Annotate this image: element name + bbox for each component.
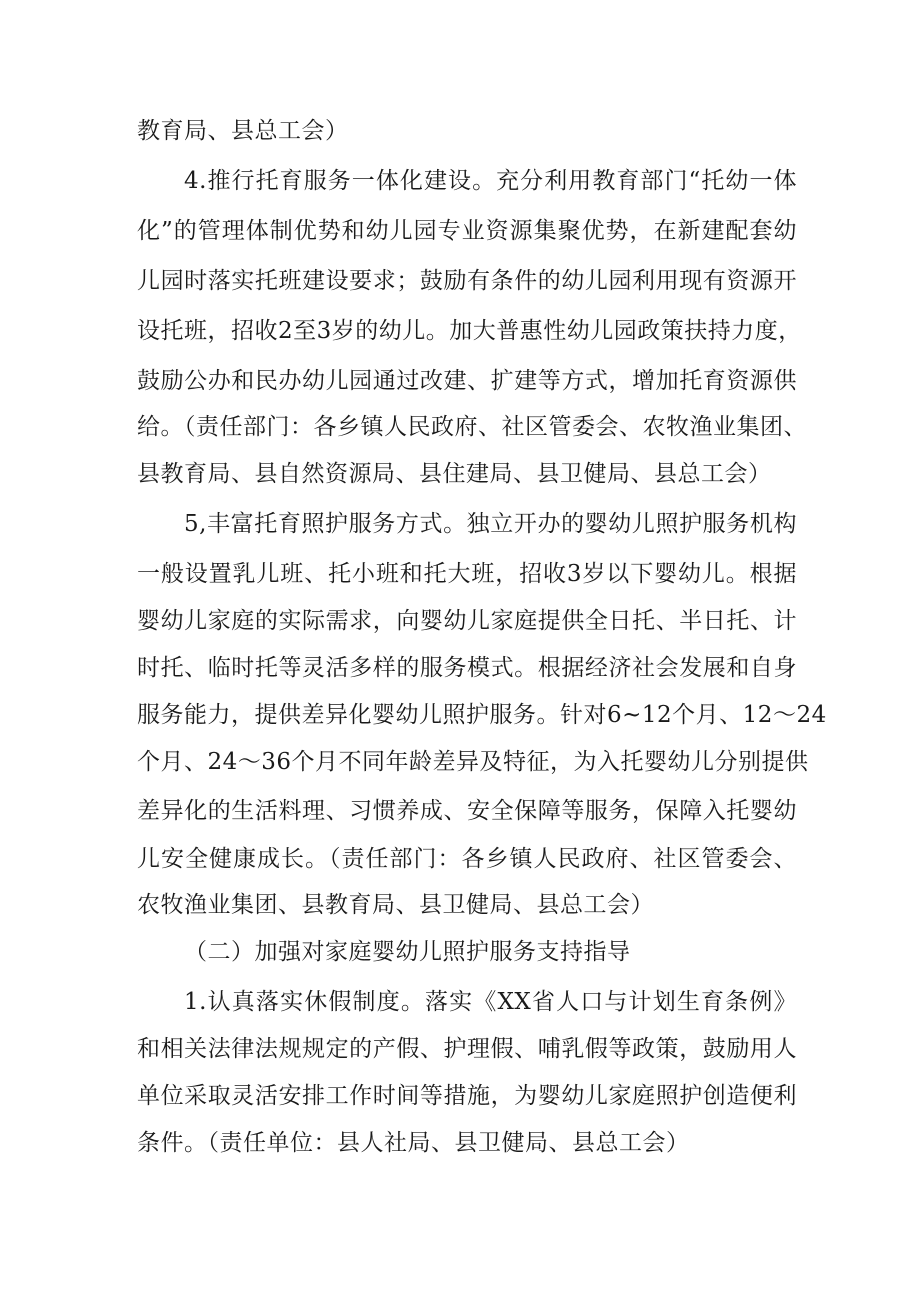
paragraph-1-title: 1.认真落实休假制度。落实《XX省人口与计划生育条例》 [184, 989, 797, 1015]
text-line: 条件。（责任单位：县人社局、县卫健局、县总工会） [137, 1130, 690, 1156]
text-line: 单位采取灵活安排工作时间等措施，为婴幼儿家庭照护创造便利 [137, 1083, 797, 1109]
text-line: 一般设置乳儿班、托小班和托大班，招收3岁以下婴幼儿。根据 [137, 561, 797, 587]
text-line: 教育局、县总工会） [137, 118, 349, 144]
section-heading: （二）加强对家庭婴幼儿照护服务支持指导 [184, 939, 631, 965]
text-line: 差异化的生活料理、习惯养成、安全保障等服务，保障入托婴幼 [137, 798, 797, 824]
text-line: 个月、24～36个月不同年龄差异及特征，为入托婴幼儿分别提供 [137, 749, 809, 775]
text-line: 服务能力，提供差异化婴幼儿照护服务。针对6~12个月、12～24 [137, 702, 827, 728]
text-line: 儿园时落实托班建设要求；鼓励有条件的幼儿园利用现有资源开 [137, 268, 797, 294]
paragraph-5-title: 5,丰富托育照护服务方式。独立开办的婴幼儿照护服务机构 [184, 511, 797, 537]
text-line: 化”的管理体制优势和幼儿园专业资源集聚优势，在新建配套幼 [137, 218, 797, 244]
text-line: 鼓励公办和民办幼儿园通过改建、扩建等方式，增加托育资源供 [137, 368, 797, 394]
text-line: 儿安全健康成长。（责任部门：各乡镇人民政府、社区管委会、 [137, 846, 797, 872]
text-line: 时托、临时托等灵活多样的服务模式。根据经济社会发展和自身 [137, 655, 797, 681]
text-line: 农牧渔业集团、县教育局、县卫健局、县总工会） [137, 892, 654, 918]
text-line: 和相关法律法规规定的产假、护理假、哺乳假等政策，鼓励用人 [137, 1036, 797, 1062]
text-line: 县教育局、县自然资源局、县住建局、县卫健局、县总工会） [137, 461, 772, 487]
text-line: 婴幼儿家庭的实际需求，向婴幼儿家庭提供全日托、半日托、计 [137, 608, 797, 634]
text-line: 设托班，招收2至3岁的幼儿。加大普惠性幼儿园政策扶持力度， [137, 318, 802, 344]
paragraph-4-title: 4.推行托育服务一体化建设。充分利用教育部门“托幼一体 [184, 168, 797, 194]
text-line: 给。（责任部门：各乡镇人民政府、社区管委会、农牧渔业集团、 [137, 414, 807, 440]
